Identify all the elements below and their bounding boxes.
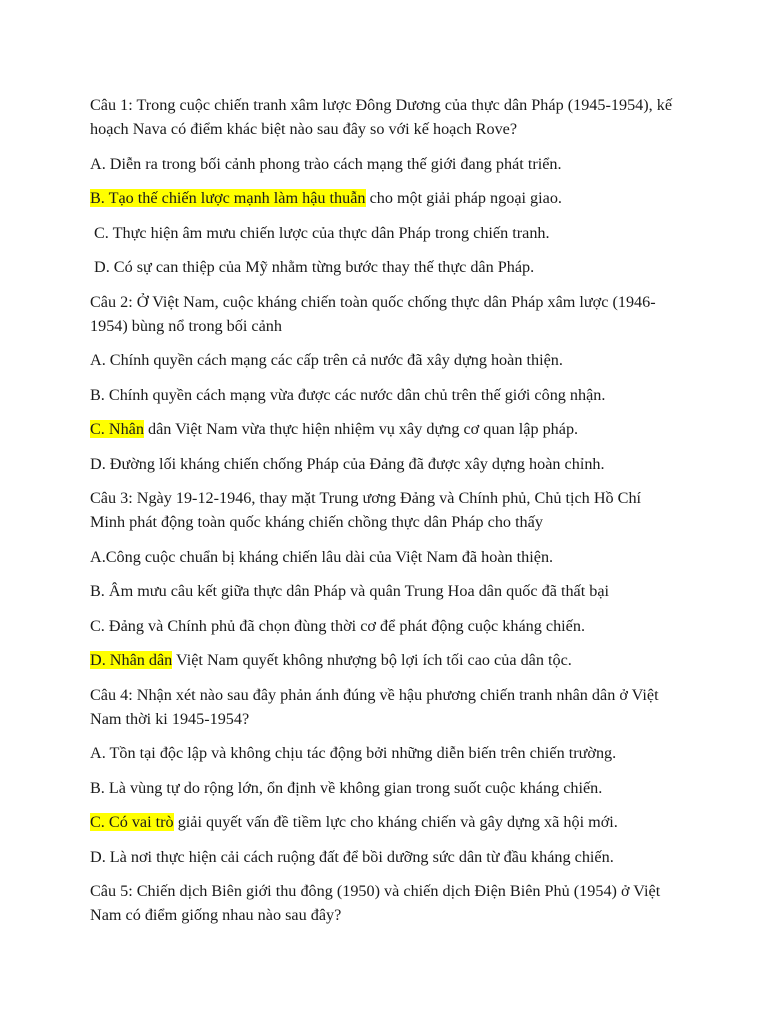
option-text: dân Việt Nam vừa thực hiện nhiệm vụ xây dựng cơ quan lập pháp. <box>143 420 579 438</box>
question-1-stem: Câu 1: Trong cuộc chiến tranh xâm lược Đông Dương của thực dân Pháp (1945-1954), kế hoạch Nava có điểm khác biệt nào sau đây so với kế hoạch Rove? <box>90 96 673 138</box>
question-1-option-a: A. Diễn ra trong bối cảnh phong trào cách mạng thế giới đang phát triển. <box>90 154 562 173</box>
question-4-option-a: A. Tồn tại độc lập và không chịu tác động bởi những diễn biến trên chiến trường. <box>90 744 617 762</box>
question-1-option-b <box>90 186 680 210</box>
question-3-option-c: C. Đảng và Chính phủ đã chọn đùng thời cơ để phát động cuộc kháng chiến. <box>90 616 585 635</box>
document-page <box>90 93 680 938</box>
question-3-option-d <box>90 648 680 672</box>
question-4-option-b: B. Là vùng tự do rộng lớn, ổn định về không gian trong suốt cuộc kháng chiến. <box>90 778 603 797</box>
question-3-option-a: A.Công cuộc chuẩn bị kháng chiến lâu dài của Việt Nam đã hoàn thiện. <box>90 547 554 566</box>
question-2-option-c <box>90 417 680 441</box>
question-1-option-d: D. Có sự can thiệp của Mỹ nhằm từng bước thay thế thực dân Pháp. <box>94 258 535 276</box>
question-4-option-d: D. Là nơi thực hiện cải cách ruộng đất để bồi dưỡng sức dân từ đầu kháng chiến. <box>90 847 614 866</box>
question-3-stem: Câu 3: Ngày 19-12-1946, thay mặt Trung ương Đảng và Chính phủ, Chủ tịch Hồ Chí Minh phát động toàn quốc kháng chiến chồng thực dân Pháp cho thấy <box>90 489 642 531</box>
question-4-stem: Câu 4: Nhận xét nào sau đây phản ánh đúng về hậu phương chiến tranh nhân dân ở Việt Nam thời ki 1945-1954? <box>90 685 659 728</box>
question-2-option-b: B. Chính quyền cách mạng vừa được các nước dân chủ trên thế giới công nhận. <box>90 385 606 404</box>
question-1-option-c: C. Thực hiện âm mưu chiến lược của thực dân Pháp trong chiến tranh. <box>94 223 550 242</box>
highlighted-answer: C. Nhân <box>90 420 144 438</box>
highlighted-answer: B. Tạo thế chiến lược mạnh làm hậu thuẫn <box>90 189 366 207</box>
question-2-stem: Câu 2: Ở Việt Nam, cuộc kháng chiến toàn quốc chống thực dân Pháp xâm lược (1946-1954) bùng nổ trong bối cảnh <box>90 292 656 335</box>
highlighted-answer: C. Có vai trò <box>90 813 174 831</box>
option-text: cho một giải pháp ngoại giao. <box>365 189 562 207</box>
option-text: giải quyết vấn đề tiềm lực cho kháng chiến và gây dựng xã hội mới. <box>173 813 618 831</box>
question-2-option-d: D. Đường lối kháng chiến chống Pháp của Đảng đã được xây dựng hoàn chỉnh. <box>90 454 605 473</box>
option-text: Việt Nam quyết không nhượng bộ lợi ích tối cao của dân tộc. <box>172 651 572 669</box>
question-4-option-c <box>90 810 680 834</box>
question-5-stem: Câu 5: Chiến dịch Biên giới thu đông (1950) và chiến dịch Điện Biên Phủ (1954) ở Việt Nam có điểm giống nhau nào sau đây? <box>90 882 661 924</box>
question-3-option-b: B. Âm mưu câu kết giữa thực dân Pháp và quân Trung Hoa dân quốc đã thất bại <box>90 582 610 600</box>
question-2-option-a: A. Chính quyền cách mạng các cấp trên cả nước đã xây dựng hoàn thiện. <box>90 351 563 369</box>
highlighted-answer: D. Nhân dân <box>90 651 173 669</box>
